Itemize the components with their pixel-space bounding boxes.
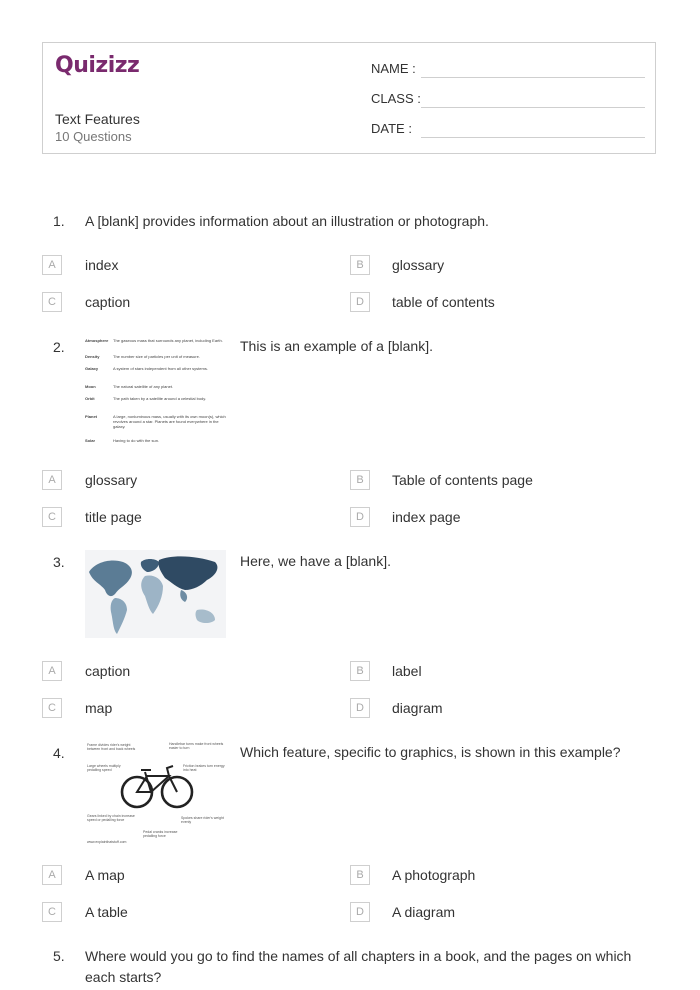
bike-label: Spokes share rider's weight evenly <box>181 816 224 824</box>
name-field <box>371 61 416 76</box>
q2-option-a-text: glossary <box>85 472 138 488</box>
q3-option-b-text: label <box>392 663 422 679</box>
glossary-def: A system of stars independent from all other systems. <box>113 366 208 371</box>
name-line[interactable] <box>421 77 645 78</box>
q2-option-d-box[interactable]: D <box>350 507 370 527</box>
question-1-number: 1. <box>53 213 65 229</box>
class-line[interactable] <box>421 107 645 108</box>
glossary-term: Galaxy <box>85 366 99 371</box>
q3-option-c-box[interactable]: C <box>42 698 62 718</box>
q1-option-d-box[interactable]: D <box>350 292 370 312</box>
bike-label: Large wheels multiply pedalling speed <box>87 764 121 772</box>
glossary-term: Orbit <box>85 396 95 401</box>
glossary-def: The path taken by a satellite around a celestial body. <box>113 396 207 401</box>
q4-option-d-box[interactable]: D <box>350 902 370 922</box>
question-count: 10 Questions <box>55 129 132 144</box>
bicycle-diagram-image <box>85 740 230 846</box>
q2-option-c-text: title page <box>85 509 142 525</box>
glossary-def: Having to do with the sun. <box>113 438 160 443</box>
question-5-text: Where would you go to find the names of all chapters in a book, and the pages on which each starts? <box>85 948 632 985</box>
bike-label: www.explainthatstuff.com <box>87 840 127 844</box>
name-label: NAME : <box>371 61 416 76</box>
bike-label: Pedal cranks increase pedalling force <box>143 830 178 838</box>
bicycle-icon <box>85 740 230 846</box>
glossary-term: Density <box>85 354 100 359</box>
q2-option-a-box[interactable]: A <box>42 470 62 490</box>
bike-label: Frame divides rider's weight between front and back wheels <box>87 743 136 751</box>
q3-option-a-box[interactable]: A <box>42 661 62 681</box>
q4-option-b-box[interactable]: B <box>350 865 370 885</box>
question-2-number: 2. <box>53 339 65 355</box>
glossary-def: The natural satellite of any planet. <box>113 384 174 389</box>
class-field <box>371 91 421 106</box>
q3-option-d-text: diagram <box>392 700 443 716</box>
glossary-def: The gaseous mass that surrounds any planet, including Earth. <box>113 338 223 343</box>
q2-option-b-text: Table of contents page <box>392 472 533 488</box>
q4-option-c-box[interactable]: C <box>42 902 62 922</box>
q4-option-d-text: A diagram <box>392 904 456 920</box>
glossary-term: Moon <box>85 384 96 389</box>
q3-option-c-text: map <box>85 700 113 716</box>
q3-option-d-box[interactable]: D <box>350 698 370 718</box>
q1-option-a-box[interactable]: A <box>42 255 62 275</box>
bike-label: Handlebar turns make front wheels easier to turn <box>169 742 224 750</box>
world-map-graphic <box>85 550 226 638</box>
q3-option-b-box[interactable]: B <box>350 661 370 681</box>
question-3-text: Here, we have a [blank]. <box>240 553 391 569</box>
q1-option-b-box[interactable]: B <box>350 255 370 275</box>
world-map-image <box>85 550 226 638</box>
q2-option-d-text: index page <box>392 509 461 525</box>
glossary-def: The number size of particles per unit of measure. <box>113 354 200 359</box>
date-label: DATE : <box>371 121 412 136</box>
question-1-text: A [blank] provides information about an illustration or photograph. <box>85 213 489 229</box>
worksheet-title: Text Features <box>55 111 140 127</box>
worksheet-header <box>42 42 656 154</box>
question-2-text: This is an example of a [blank]. <box>240 338 433 354</box>
brand-logo: Quizizz <box>55 53 140 78</box>
q1-option-a-text: index <box>85 257 119 273</box>
q4-option-c-text: A table <box>85 904 128 920</box>
q2-option-c-box[interactable]: C <box>42 507 62 527</box>
question-5-number: 5. <box>53 948 65 964</box>
glossary-def: A large, nonluminous mass, usually with its own moon(s), which revolves around a star. Planets are found everywhere in the galaxy. <box>113 414 226 429</box>
class-label: CLASS : <box>371 91 421 106</box>
q4-option-a-box[interactable]: A <box>42 865 62 885</box>
bike-label: Friction brakes turn energy into heat <box>183 764 225 772</box>
q1-option-c-box[interactable]: C <box>42 292 62 312</box>
date-field <box>371 121 412 136</box>
q1-option-d-text: table of contents <box>392 294 495 310</box>
glossary-image <box>85 336 230 448</box>
glossary-term: Solar <box>85 438 96 443</box>
date-line[interactable] <box>421 137 645 138</box>
q1-option-b-text: glossary <box>392 257 445 273</box>
q1-option-c-text: caption <box>85 294 131 310</box>
q3-option-a-text: caption <box>85 663 131 679</box>
q4-option-a-text: A map <box>85 867 125 883</box>
glossary-term: Atmosphere <box>85 338 109 343</box>
question-4-text: Which feature, specific to graphics, is shown in this example? <box>240 744 621 760</box>
question-4-number: 4. <box>53 745 65 761</box>
q2-option-b-box[interactable]: B <box>350 470 370 490</box>
glossary-term: Planet <box>85 414 98 419</box>
q4-option-b-text: A photograph <box>392 867 476 883</box>
bike-label: Gears linked by chain increase speed or pedalling force <box>87 814 135 822</box>
question-3-number: 3. <box>53 554 65 570</box>
